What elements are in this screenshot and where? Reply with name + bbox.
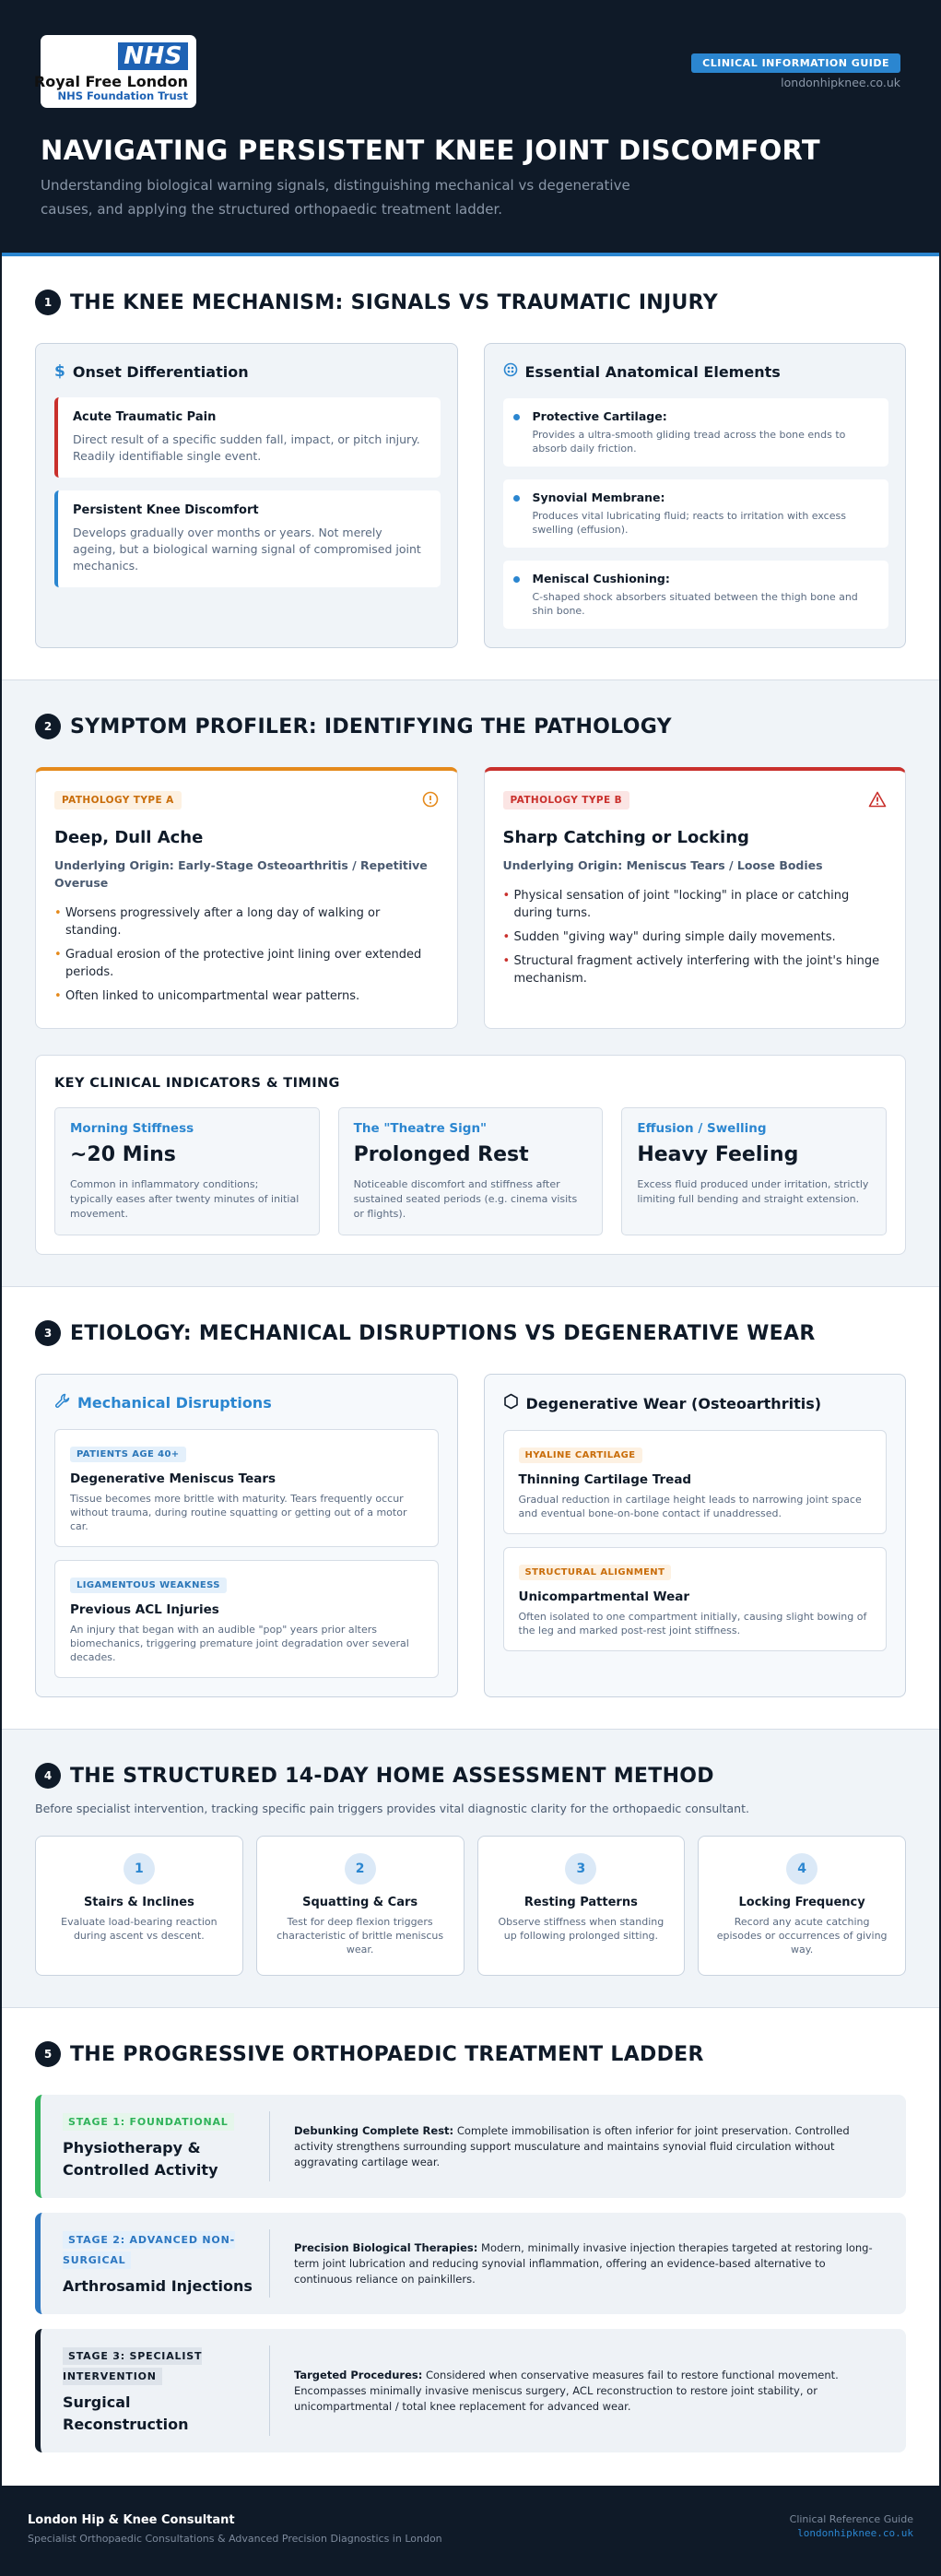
indicator-card: [338, 1107, 604, 1235]
anatomy-item: [503, 398, 889, 467]
pathology-type-a-card: [35, 767, 458, 1029]
indicator-desc: Noticeable discomfort and stiffness after sustained seated periods (e.g. cinema visits or flights).: [353, 1178, 578, 1220]
section-number: 4: [35, 1763, 61, 1789]
card-text: Direct result of a specific sudden fall, impact, or pitch injury. Readily identifiable single event.: [73, 432, 420, 463]
section-title: THE KNEE MECHANISM: SIGNALS VS TRAUMATIC INJURY: [70, 290, 718, 314]
info-circle-icon: [422, 791, 439, 811]
indicator-card: [621, 1107, 887, 1235]
card-title: Acute Traumatic Pain: [73, 410, 217, 424]
stage-text: Complete immobilisation is often inferior for joint preservation. Controlled activity strengthens surrounding support musculature and maintains synovial fluid circulation without aggravating cartilage wear.: [294, 2123, 850, 2168]
bullet-item: • Worsens progressively after a long day of walking or standing.: [54, 904, 439, 939]
etiology-card: [503, 1547, 888, 1651]
pathology-tag: PATHOLOGY TYPE A: [54, 791, 182, 809]
indicator-value: ~20 Mins: [70, 1143, 176, 1166]
card-title: Persistent Knee Discomfort: [73, 503, 259, 517]
bullet-item: • Structural fragment actively interfering with the joint's hinge mechanism.: [503, 952, 888, 987]
section-treatment-ladder: [2, 2008, 939, 2486]
section-number: 1: [35, 290, 61, 315]
anatomy-item: [503, 479, 889, 548]
etiology-card: [54, 1560, 439, 1678]
pathology-bullets: [503, 887, 888, 987]
anatomy-item-text: C-shaped shock absorbers situated between the thigh bone and shin bone.: [532, 591, 858, 617]
section-knee-mechanism: [2, 256, 939, 680]
acute-pain-card: [54, 397, 441, 478]
stage-tag: STAGE 3: SPECIALIST INTERVENTION: [63, 2347, 202, 2385]
header-url-link[interactable]: londonhipknee.co.uk: [781, 76, 900, 89]
etiology-card-title: Unicompartmental Wear: [518, 1589, 689, 1604]
stage-text: Modern, minimally invasive injection therapies targeted at restoring long-term joint lubrication and reducing synovial inflammation, offering an evidence-based alternative to continuous reliance on painkillers.: [294, 2240, 873, 2286]
section-title: SYMPTOM PROFILER: IDENTIFYING THE PATHOLOGY: [70, 715, 672, 739]
pathology-origin: Underlying Origin: Meniscus Tears / Loose Bodies: [502, 858, 823, 872]
page-content: [2, 253, 939, 2486]
step-number: 1: [124, 1853, 155, 1885]
clinical-indicators-panel: [35, 1055, 906, 1255]
persistent-pain-card: [54, 490, 441, 587]
section-number: 5: [35, 2041, 61, 2067]
stage-title: Physiotherapy & Controlled Activity: [63, 2139, 218, 2179]
degenerative-panel: [484, 1374, 907, 1697]
anatomy-item-title: Meniscal Cushioning:: [532, 572, 670, 585]
section-number: 3: [35, 1320, 61, 1346]
step-title: Stairs & Inclines: [83, 1896, 194, 1909]
step-text: Record any acute catching episodes or occurrences of giving way.: [716, 1916, 888, 1956]
page-header: [0, 0, 941, 253]
etiology-tag: PATIENTS AGE 40+: [70, 1447, 186, 1462]
anatomy-panel: [484, 343, 907, 648]
wrench-icon: [54, 1393, 70, 1412]
stage-tag: STAGE 2: ADVANCED NON-SURGICAL: [63, 2231, 235, 2269]
bullet-item: • Gradual erosion of the protective joint lining over extended periods.: [54, 946, 439, 981]
treatment-stage-1: [35, 2095, 906, 2198]
section-subtitle: Before specialist intervention, tracking specific pain triggers provides vital diagnostic clarity for the orthopaedic consultant.: [35, 1802, 749, 1815]
step-text: Observe stiffness when standing up following prolonged sitting.: [498, 1916, 665, 1942]
section-symptom-profiler: [2, 680, 939, 1287]
assessment-step: [698, 1836, 906, 1976]
etiology-tag: HYALINE CARTILAGE: [519, 1448, 642, 1463]
page-subtitle: Understanding biological warning signals, distinguishing mechanical vs degenerative causes, and applying the structured orthopaedic treatment ladder.: [41, 177, 630, 218]
etiology-card: [54, 1429, 439, 1547]
step-title: Squatting & Cars: [302, 1896, 418, 1909]
pathology-type-b-card: [484, 767, 907, 1029]
onset-panel: [35, 343, 458, 648]
section-home-assessment: [2, 1730, 939, 2008]
stage-lead: Precision Biological Therapies:: [294, 2240, 478, 2254]
assessment-step: [256, 1836, 465, 1976]
section-title: THE PROGRESSIVE ORTHOPAEDIC TREATMENT LADDER: [70, 2042, 704, 2066]
nhs-badge: NHS: [118, 42, 188, 70]
guide-badge: CLINICAL INFORMATION GUIDE: [691, 53, 900, 73]
footer-url-link[interactable]: londonhipknee.co.uk: [797, 2527, 913, 2539]
step-title: Locking Frequency: [738, 1896, 865, 1909]
anatomy-item-text: Provides a ultra-smooth gliding tread across the bone ends to absorb daily friction.: [532, 429, 846, 455]
pathology-heading: Deep, Dull Ache: [54, 828, 204, 847]
hexagon-icon: [503, 1393, 519, 1413]
step-number: 2: [345, 1853, 376, 1885]
stage-lead: Debunking Complete Rest:: [294, 2123, 454, 2137]
etiology-card-title: Previous ACL Injuries: [70, 1602, 219, 1617]
pathology-heading: Sharp Catching or Locking: [502, 828, 749, 847]
pathology-bullets: [54, 904, 439, 1005]
etiology-card-text: An injury that began with an audible "pop" years prior alters biomechanics, triggering premature joint degradation over several decades.: [70, 1624, 409, 1663]
indicator-value: Heavy Feeling: [637, 1143, 799, 1166]
indicator-value: Prolonged Rest: [353, 1143, 529, 1166]
assessment-step: [35, 1836, 243, 1976]
card-text: Develops gradually over months or years. Not merely ageing, but a biological warning signal of compromised joint mechanics.: [73, 526, 421, 573]
anatomy-item-title: Protective Cartilage:: [532, 409, 667, 423]
degenerative-title: Degenerative Wear (Osteoarthritis): [525, 1394, 822, 1412]
indicator-label: Morning Stiffness: [70, 1121, 194, 1136]
step-title: Resting Patterns: [523, 1896, 638, 1909]
indicator-desc: Common in inflammatory conditions; typically eases after twenty minutes of initial movement.: [70, 1178, 300, 1220]
etiology-card-title: Thinning Cartilage Tread: [518, 1472, 692, 1487]
anatomy-item-text: Produces vital lubricating fluid; reacts to irritation with excess swelling (effusion).: [532, 510, 846, 536]
step-number: 3: [565, 1853, 596, 1885]
treatment-stage-3: [35, 2329, 906, 2452]
page-title: NAVIGATING PERSISTENT KNEE JOINT DISCOMFORT: [41, 135, 820, 166]
footer-name: London Hip & Knee Consultant: [28, 2513, 235, 2527]
etiology-tag: LIGAMENTOUS WEAKNESS: [70, 1578, 227, 1593]
indicator-card: [54, 1107, 320, 1235]
etiology-card: [503, 1430, 888, 1534]
section-title: ETIOLOGY: MECHANICAL DISRUPTIONS VS DEGENERATIVE WEAR: [70, 1321, 816, 1345]
bullet-item: • Physical sensation of joint "locking" in place or catching during turns.: [503, 887, 888, 922]
pathology-tag: PATHOLOGY TYPE B: [503, 791, 630, 809]
bullet-item: • Sudden "giving way" during simple daily movements.: [503, 928, 888, 946]
stage-description: [270, 2368, 886, 2415]
warning-triangle-icon: [868, 791, 887, 811]
page-footer: [0, 2486, 941, 2576]
stage-tag: STAGE 1: FOUNDATIONAL: [63, 2113, 234, 2131]
anatomy-item: [503, 561, 889, 629]
treatment-stage-2: [35, 2213, 906, 2314]
etiology-card-text: Often isolated to one compartment initially, causing slight bowing of the leg and marked post-rest joint stiffness.: [518, 1611, 867, 1637]
dollar-icon: $: [54, 362, 65, 381]
section-title: THE STRUCTURED 14-DAY HOME ASSESSMENT METHOD: [70, 1764, 714, 1788]
indicators-title: KEY CLINICAL INDICATORS & TIMING: [54, 1076, 340, 1091]
etiology-card-text: Gradual reduction in cartilage height leads to narrowing joint space and eventual bone-on-bone contact if unaddressed.: [518, 1494, 862, 1519]
etiology-card-title: Degenerative Meniscus Tears: [70, 1471, 276, 1486]
stage-title: Arthrosamid Injections: [63, 2277, 253, 2295]
indicator-desc: Excess fluid produced under irritation, strictly limiting full bending and straight extension.: [637, 1178, 869, 1205]
section-etiology: [2, 1287, 939, 1730]
mechanical-title: Mechanical Disruptions: [77, 1394, 272, 1412]
pathology-origin: Underlying Origin: Early-Stage Osteoarthritis / Repetitive Overuse: [54, 858, 428, 890]
stage-description: [270, 2123, 886, 2170]
stage-text: Considered when conservative measures fail to restore functional movement. Encompasses minimally invasive meniscus surgery, ACL reconstruction to restore joint stability, or unicompartmental / total knee replacement for advanced wear.: [294, 2368, 839, 2413]
stage-title: Surgical Reconstruction: [63, 2393, 189, 2433]
indicator-label: The "Theatre Sign": [353, 1121, 488, 1136]
footer-description: Specialist Orthopaedic Consultations & Advanced Precision Diagnostics in London: [28, 2533, 442, 2545]
anatomy-panel-title: Essential Anatomical Elements: [524, 363, 781, 381]
stage-description: [270, 2240, 886, 2287]
step-number: 4: [786, 1853, 817, 1885]
indicator-label: Effusion / Swelling: [637, 1121, 767, 1136]
step-text: Evaluate load-bearing reaction during ascent vs descent.: [61, 1916, 218, 1942]
footer-reference: Clinical Reference Guide: [789, 2513, 913, 2525]
onset-panel-title: Onset Differentiation: [72, 362, 249, 381]
etiology-card-text: Tissue becomes more brittle with maturity. Tears frequently occur without trauma, during routine squatting or getting out of a motor car.: [70, 1493, 407, 1532]
stage-lead: Targeted Procedures:: [294, 2368, 423, 2381]
etiology-tag: STRUCTURAL ALIGNMENT: [519, 1565, 672, 1580]
section-number: 2: [35, 714, 61, 739]
nhs-logo[interactable]: [33, 35, 196, 108]
mechanical-panel: [35, 1374, 458, 1697]
assessment-step: [477, 1836, 686, 1976]
anatomy-icon: [503, 362, 518, 382]
anatomy-item-title: Synovial Membrane:: [532, 490, 665, 504]
logo-trust-name: NHS Foundation Trust: [57, 89, 188, 102]
logo-org-name: Royal Free London: [33, 73, 188, 90]
step-text: Test for deep flexion triggers characteristic of brittle meniscus wear.: [276, 1916, 444, 1956]
bullet-item: • Often linked to unicompartmental wear patterns.: [54, 987, 439, 1005]
